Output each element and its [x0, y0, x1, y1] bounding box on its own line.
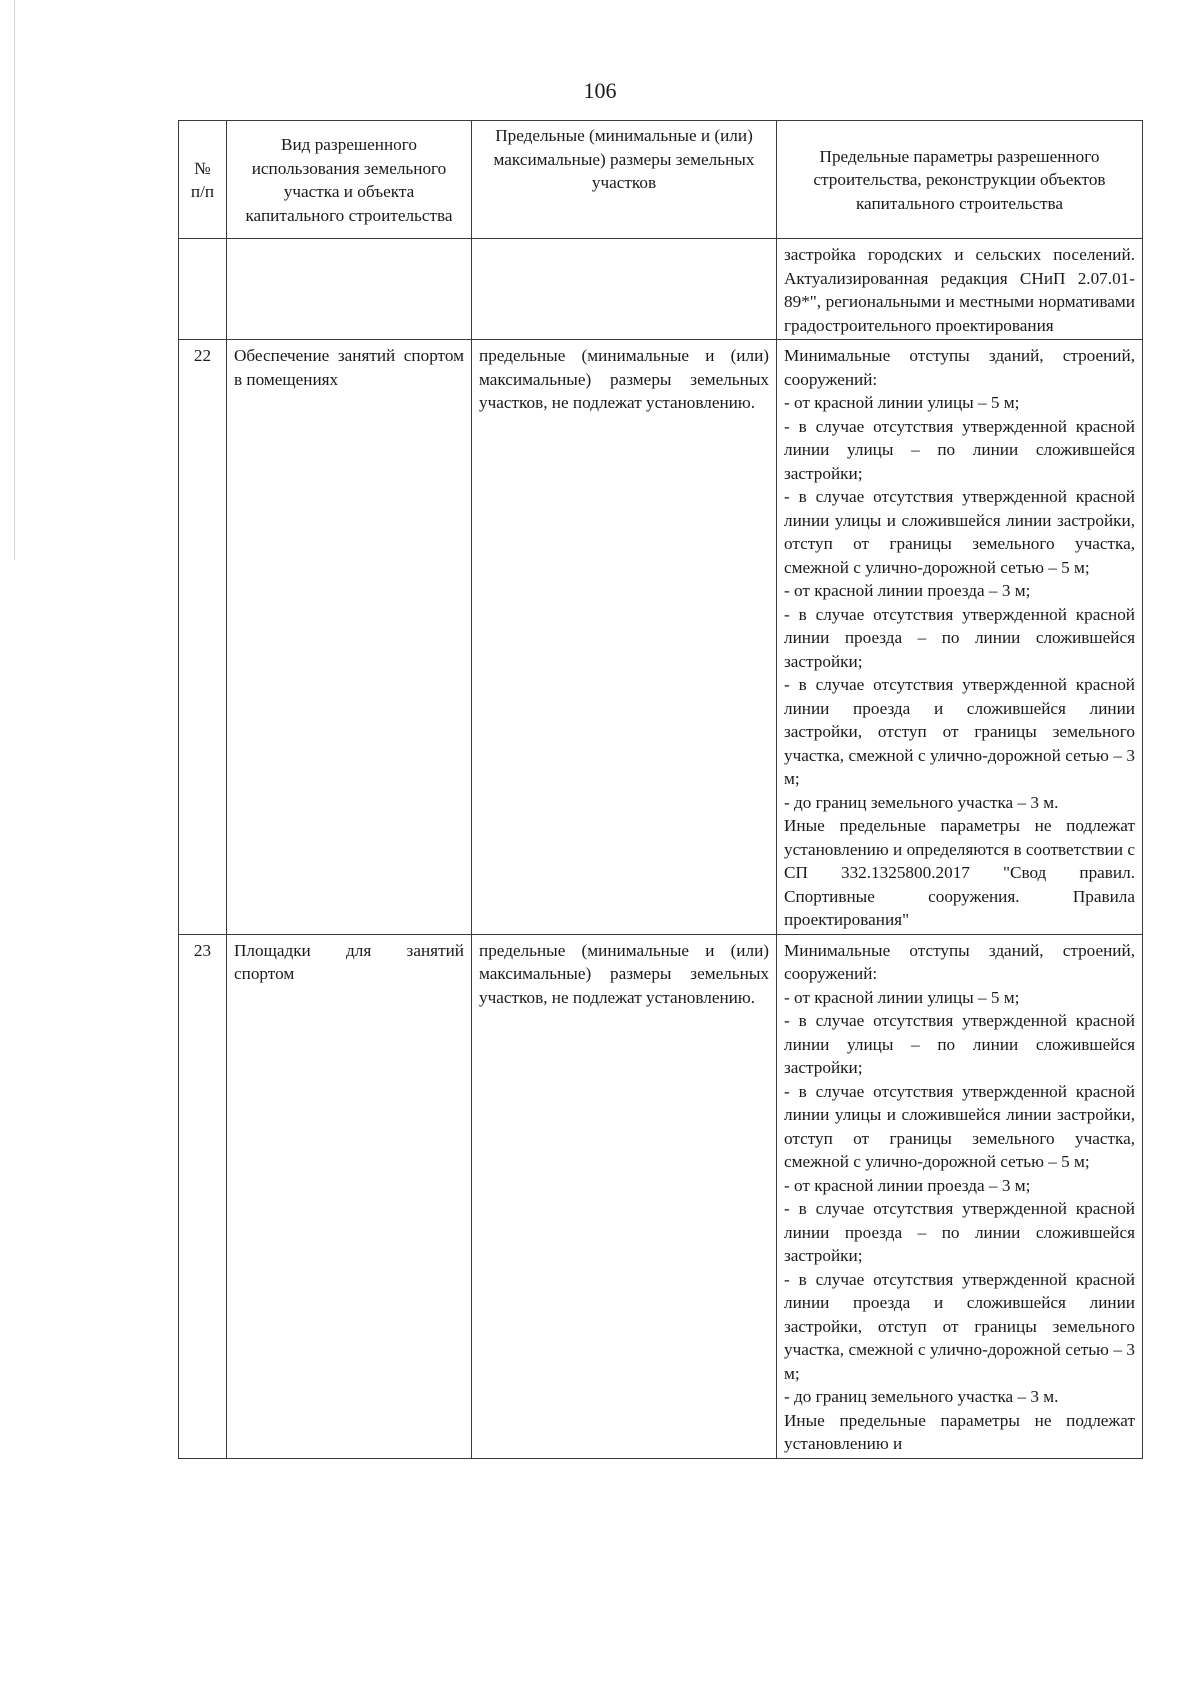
param-line: - в случае отсутствия утвержденной красной линии улицы и сложившейся линии застройки, отступ от границы земельного участка, смежной с улично-дорожной сетью – 5 м; [784, 487, 1135, 577]
param-line: Иные предельные параметры не подлежат установлению и определяются в соответствии с СП 332.1325800.2017 "Свод правил. Спортивные сооружения. Правила проектирования" [784, 816, 1135, 929]
param-line: - в случае отсутствия утвержденной красной линии улицы – по линии сложившейся застройки; [784, 416, 1135, 483]
header-plot-size: Предельные (минимальные и (или) максимальные) размеры земельных участков [472, 121, 777, 239]
cell-use-type: Обеспечение занятий спортом в помещениях [227, 340, 472, 935]
table-row [179, 340, 1143, 935]
regulations-table [178, 120, 1143, 1459]
param-line: - от красной линии улицы – 5 м; [784, 987, 1020, 1007]
param-line: - в случае отсутствия утвержденной красной линии улицы – по линии сложившейся застройки; [784, 1011, 1135, 1077]
cell-num [179, 239, 227, 340]
param-line: - от красной линии проезда – 3 м; [784, 581, 1031, 600]
cell-plot-size: предельные (минимальные и (или) максимальные) размеры земельных участков, не подлежат установлению. [472, 340, 777, 935]
header-params: Предельные параметры разрешенного строительства, реконструкции объектов капитального строительства [777, 121, 1143, 239]
cell-plot-size [472, 239, 777, 340]
cell-params [777, 934, 1143, 1458]
param-line: - в случае отсутствия утвержденной красной линии улицы и сложившейся линии застройки, отступ от границы земельного участка, смежной с улично-дорожной сетью – 5 м; [784, 1081, 1135, 1171]
param-line: - от красной линии проезда – 3 м; [784, 1175, 1031, 1195]
param-line: - в случае отсутствия утвержденной красной линии проезда и сложившейся линии застройки, отступ от границы земельного участка, смежной с улично-дорожной сетью – 3 м; [784, 675, 1135, 788]
param-line: - от красной линии улицы – 5 м; [784, 393, 1020, 412]
cell-params: застройка городских и сельских поселений. Актуализированная редакция СНиП 2.07.01-89*", региональными и местными нормативами градостроительного проектирования [777, 239, 1143, 340]
table-row-continuation [179, 239, 1143, 340]
param-line: Минимальные отступы зданий, строений, сооружений: [784, 346, 1135, 389]
page-number: 106 [583, 78, 617, 103]
cell-use-type [227, 239, 472, 340]
cell-num: 23 [179, 934, 227, 1458]
table-header-row [179, 121, 1143, 239]
table-row [179, 934, 1143, 1458]
param-line: Иные предельные параметры не подлежат установлению и [784, 1410, 1135, 1453]
param-line: - до границ земельного участка – 3 м. [784, 792, 1059, 812]
param-line: Минимальные отступы зданий, строений, сооружений: [784, 940, 1135, 983]
param-line: - в случае отсутствия утвержденной красной линии проезда – по линии сложившейся застройки; [784, 604, 1135, 671]
header-use-type: Вид разрешенного использования земельного участка и объекта капитального строительства [227, 121, 472, 239]
header-num: № п/п [179, 121, 227, 239]
param-line: - в случае отсутствия утвержденной красной линии проезда и сложившейся линии застройки, отступ от границы земельного участка, смежной с улично-дорожной сетью – 3 м; [784, 1269, 1135, 1383]
cell-plot-size: предельные (минимальные и (или) максимальные) размеры земельных участков, не подлежат установлению. [472, 934, 777, 1458]
cell-use-type: Площадки для занятий спортом [227, 934, 472, 1458]
param-line: - до границ земельного участка – 3 м. [784, 1387, 1059, 1406]
param-line: - в случае отсутствия утвержденной красной линии проезда – по линии сложившейся застройки; [784, 1199, 1135, 1265]
cell-num: 22 [179, 340, 227, 935]
cell-params [777, 340, 1143, 935]
